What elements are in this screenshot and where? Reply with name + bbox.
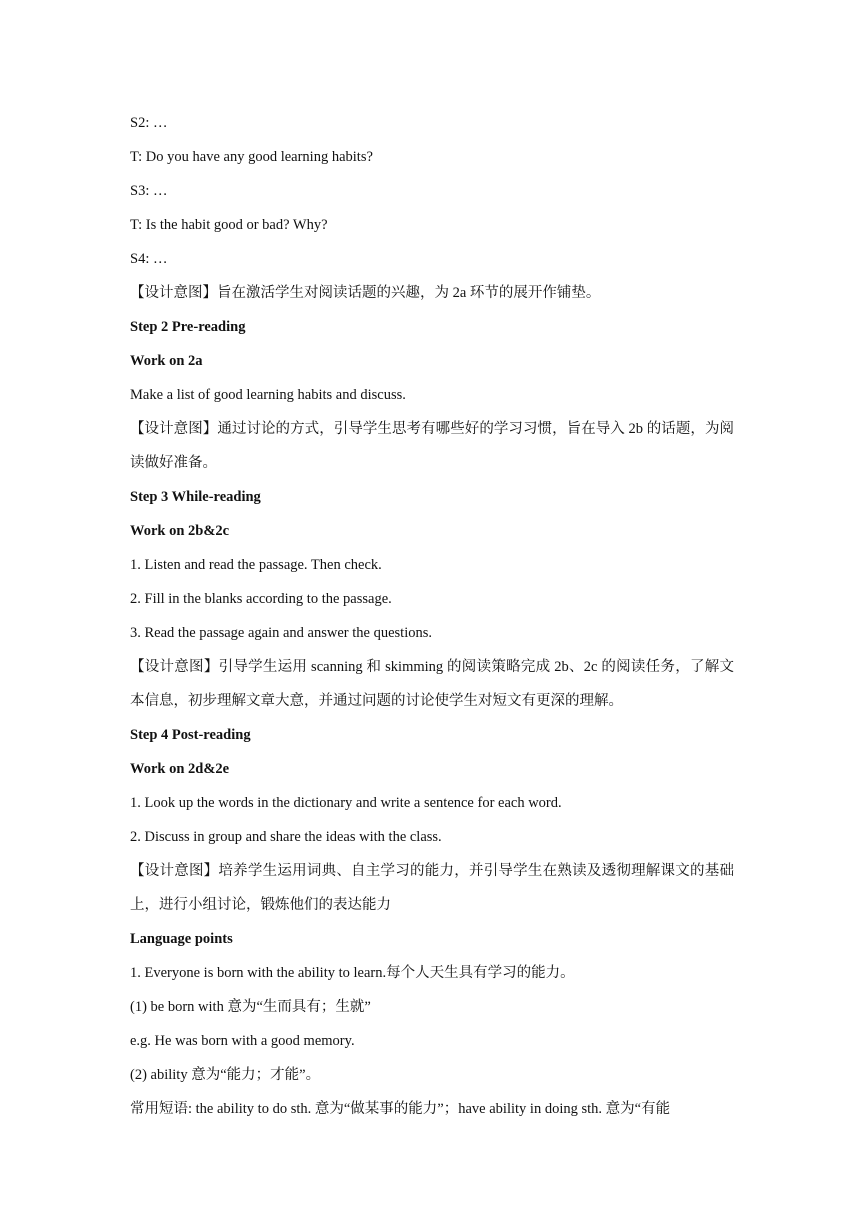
paragraph-line: T: Is the habit good or bad? Why? <box>130 217 328 233</box>
paragraph-line: 2. Fill in the blanks according to the passage. <box>130 591 392 607</box>
paragraph-line: 【设计意图】通过讨论的方式，引导学生思考有哪些好的学习习惯，旨在导入 2b 的话题，为阅读做好准备。 <box>130 421 734 471</box>
paragraph-line: 【设计意图】旨在激活学生对阅读话题的兴趣，为 2a 环节的展开作铺垫。 <box>130 285 601 301</box>
document-body <box>130 112 734 1132</box>
paragraph-line: Make a list of good learning habits and discuss. <box>130 387 406 403</box>
section-heading: Step 4 Post-reading <box>130 727 251 743</box>
paragraph-line: 1. Look up the words in the dictionary and write a sentence for each word. <box>130 795 562 811</box>
paragraph-line: S3: … <box>130 183 168 199</box>
paragraph-line: 【设计意图】引导学生运用 scanning 和 skimming 的阅读策略完成 2b、2c 的阅读任务，了解文本信息，初步理解文章大意，并通过问题的讨论使学生对短文有更深的理解。 <box>130 659 734 709</box>
paragraph-line: e.g. He was born with a good memory. <box>130 1033 355 1049</box>
paragraph-line: 常用短语: the ability to do sth. 意为“做某事的能力”；have ability in doing sth. 意为“有能 <box>130 1101 671 1117</box>
paragraph-line: 2. Discuss in group and share the ideas with the class. <box>130 829 442 845</box>
paragraph-line: (1) be born with 意为“生而具有；生就” <box>130 999 371 1015</box>
paragraph-line: 1. Listen and read the passage. Then check. <box>130 557 382 573</box>
paragraph-line: T: Do you have any good learning habits? <box>130 149 373 165</box>
paragraph-line: S4: … <box>130 251 168 267</box>
section-heading: Language points <box>130 931 233 947</box>
paragraph-line: 【设计意图】培养学生运用词典、自主学习的能力，并引导学生在熟读及透彻理解课文的基础上，进行小组讨论，锻炼他们的表达能力 <box>130 863 734 913</box>
section-heading: Step 3 While-reading <box>130 489 261 505</box>
section-heading: Work on 2a <box>130 353 203 369</box>
section-heading: Work on 2d&2e <box>130 761 230 777</box>
section-heading: Step 2 Pre-reading <box>130 319 246 335</box>
paragraph-line: (2) ability 意为“能力；才能”。 <box>130 1067 321 1083</box>
paragraph-line: S2: … <box>130 115 168 131</box>
paragraph-line: 1. Everyone is born with the ability to learn.每个人天生具有学习的能力。 <box>130 965 575 981</box>
paragraph-line: 3. Read the passage again and answer the questions. <box>130 625 432 641</box>
section-heading: Work on 2b&2c <box>130 523 230 539</box>
